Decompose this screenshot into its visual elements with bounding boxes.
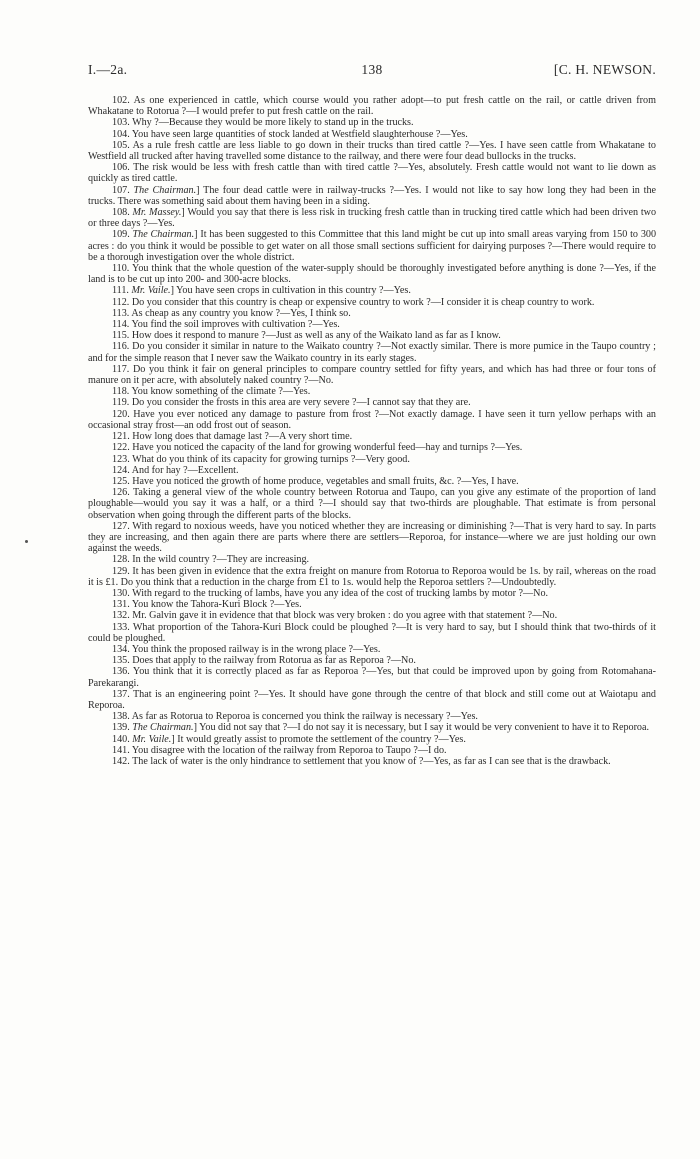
paragraph-text: 102. As one experienced in cattle, which course would you rather adopt—to put fresh cattle on the rail, or cattle driven from Whakatane to Rotorua ?—I would prefer to put fresh cattle on the rail. bbox=[88, 95, 656, 118]
testimony-paragraph bbox=[88, 386, 656, 397]
testimony-paragraph bbox=[88, 554, 656, 565]
paragraph-text: 137. That is an engineering point ?—Yes. It should have gone through the centre of that block and still come out at Waiotapu and Reporoa. bbox=[88, 688, 656, 711]
testimony-paragraph bbox=[88, 117, 656, 128]
paragraph-text: 111. bbox=[112, 285, 132, 297]
testimony-paragraph bbox=[88, 263, 656, 285]
testimony-paragraph bbox=[88, 285, 656, 296]
paragraph-text: 121. How long does that damage last ?—A very short time. bbox=[112, 431, 353, 443]
testimony-paragraph bbox=[88, 465, 656, 476]
paragraph-text: 116. Do you consider it similar in nature to the Waikato country ?—Not exactly similar. There is more pumice in the Taupo country ; and for the simple reason that I never saw the Waikato country in its early stages. bbox=[88, 341, 656, 364]
page-mark bbox=[25, 540, 28, 543]
testimony-paragraph bbox=[88, 364, 656, 386]
paragraph-text: 120. Have you ever noticed any damage to pasture from frost ?—Not exactly damage. I have seen it turn yellow perhaps with an occasional stray frost—an odd frost out of season. bbox=[88, 408, 656, 431]
paragraph-text: 126. Taking a general view of the whole country between Rotorua and Taupo, can you give any estimate of the proportion of land ploughable—would you say it was a half, or a third ?—I should say that two-thirds are ploughable. That estimate is from personal observation when going through the different parts of the blocks. bbox=[88, 487, 656, 521]
speaker-name: Mr. Vaile. bbox=[132, 733, 172, 745]
testimony-paragraph bbox=[88, 129, 656, 140]
testimony-paragraph bbox=[88, 487, 656, 521]
paragraph-text-continued: ] The four dead cattle were in railway-trucks ?—Yes. I would not like to say how long they had been in the trucks. There was something said about them having been in a siding. bbox=[88, 184, 657, 207]
paper-reference: I.—2a. bbox=[88, 62, 128, 77]
witness-name: [C. H. NEWSON. bbox=[553, 62, 656, 77]
testimony-paragraph bbox=[88, 185, 656, 207]
paragraph-text: 124. And for hay ?—Excellent. bbox=[112, 464, 239, 476]
testimony-paragraph bbox=[88, 308, 656, 319]
paragraph-text: 118. You know something of the climate ?—Yes. bbox=[112, 386, 311, 398]
paragraph-text: 123. What do you think of its capacity for growing turnips ?—Very good. bbox=[112, 453, 410, 465]
testimony-paragraph bbox=[88, 397, 656, 408]
paragraph-text: 103. Why ?—Because they would be more likely to stand up in the trucks. bbox=[112, 117, 414, 129]
paragraph-text: 104. You have seen large quantities of stock landed at Westfield slaughterhouse ?—Yes. bbox=[112, 128, 468, 140]
testimony-body bbox=[88, 95, 656, 767]
paragraph-text: 132. Mr. Galvin gave it in evidence that that block was very broken : do you agree with that statement ?—No. bbox=[112, 610, 558, 622]
paragraph-text: 108. bbox=[112, 207, 133, 219]
speaker-name: Mr. Vaile. bbox=[131, 285, 171, 297]
testimony-paragraph bbox=[88, 454, 656, 465]
paragraph-text-continued: ] You did not say that ?—I do not say it is necessary, but I say it would be very convenient to have it to Reporoa. bbox=[193, 722, 650, 734]
testimony-paragraph bbox=[88, 476, 656, 487]
testimony-paragraph bbox=[88, 711, 656, 722]
testimony-paragraph bbox=[88, 756, 656, 767]
paragraph-text: 128. In the wild country ?—They are increasing. bbox=[112, 554, 310, 566]
paragraph-text: 133. What proportion of the Tahora-Kuri Block could be ploughed ?—It is very hard to say, but I should think that two-thirds of it could be ploughed. bbox=[88, 621, 656, 644]
paragraph-text: 114. You find the soil improves with cultivation ?—Yes. bbox=[112, 319, 340, 331]
paragraph-text: 139. bbox=[112, 722, 133, 734]
testimony-paragraph bbox=[88, 341, 656, 363]
paragraph-text: 106. The risk would be less with fresh cattle than with tired cattle ?—Yes, absolutely. Fresh cattle would not want to lie down as quickly as tired cattle. bbox=[88, 162, 656, 185]
paragraph-text: 138. As far as Rotorua to Reporoa is concerned you think the railway is necessary ?—Yes. bbox=[112, 711, 478, 723]
paragraph-text: 112. Do you consider that this country is cheap or expensive country to work ?—I consider it is cheap country to work. bbox=[112, 296, 595, 308]
page-number: 138 bbox=[361, 62, 383, 77]
paragraph-text-continued: ] It has been suggested to this Committee that this land might be cut up into small areas varying from 150 to 300 acres : do you think it would be possible to get water on all those small sections sufficient for dairying purposes ?—There would require to be a thorough investigation over the whole district. bbox=[88, 229, 657, 263]
paragraph-text: 134. You think the proposed railway is in the wrong place ?—Yes. bbox=[112, 643, 381, 655]
testimony-paragraph bbox=[88, 644, 656, 655]
speaker-name: The Chairman. bbox=[132, 722, 194, 734]
testimony-paragraph bbox=[88, 442, 656, 453]
paragraph-text: 125. Have you noticed the growth of home produce, vegetables and small fruits, &c. ?—Yes, I have. bbox=[112, 475, 519, 487]
paragraph-text: 110. You think that the whole question of the water-supply should be thoroughly investigated before anything is done ?—Yes, if the land is to be cut up into 200- and 300-acre blocks. bbox=[88, 263, 656, 286]
paragraph-text-continued: ] You have seen crops in cultivation in this country ?—Yes. bbox=[170, 285, 411, 297]
paragraph-text: 113. As cheap as any country you know ?—Yes, I think so. bbox=[112, 307, 351, 319]
testimony-paragraph bbox=[88, 319, 656, 330]
paragraph-text-continued: ] It would greatly assist to promote the settlement of the country ?—Yes. bbox=[171, 733, 466, 745]
testimony-paragraph bbox=[88, 599, 656, 610]
testimony-paragraph bbox=[88, 95, 656, 117]
testimony-paragraph bbox=[88, 521, 656, 555]
testimony-paragraph bbox=[88, 622, 656, 644]
testimony-paragraph bbox=[88, 734, 656, 745]
paragraph-text: 127. With regard to noxious weeds, have you noticed whether they are increasing or diminishing ?—That is very hard to say. In parts they are increasing, and then again there are parts where there are settlers—Reporoa, for instance—where we are just holding our own against the weeds. bbox=[88, 520, 656, 555]
page-header bbox=[88, 62, 656, 82]
paragraph-text: 105. As a rule fresh cattle are less liable to go down in their trucks than tired cattle ?—Yes. I have seen cattle from Whakatane to Westfield all trucked after having travelled some distance to the railway, and there were four dead bullocks in the trucks. bbox=[88, 139, 656, 163]
testimony-paragraph bbox=[88, 722, 656, 733]
testimony-paragraph bbox=[88, 588, 656, 599]
testimony-paragraph bbox=[88, 330, 656, 341]
testimony-paragraph bbox=[88, 655, 656, 666]
testimony-paragraph bbox=[88, 409, 656, 431]
testimony-paragraph bbox=[88, 689, 656, 711]
paragraph-text: 140. bbox=[112, 733, 133, 745]
paragraph-text: 109. bbox=[112, 229, 133, 241]
paragraph-text: 130. With regard to the trucking of lambs, have you any idea of the cost of trucking lambs by motor ?—No. bbox=[112, 587, 549, 599]
paragraph-text: 142. The lack of water is the only hindrance to settlement that you know of ?—Yes, as far as I can see that is the drawback. bbox=[112, 755, 611, 767]
paragraph-text: 135. Does that apply to the railway from Rotorua as far as Reporoa ?—No. bbox=[112, 655, 416, 667]
testimony-paragraph bbox=[88, 745, 656, 756]
paragraph-text: 122. Have you noticed the capacity of the land for growing wonderful feed—hay and turnips ?—Yes. bbox=[112, 442, 523, 454]
paragraph-text: 107. bbox=[112, 184, 134, 196]
paragraph-text: 119. Do you consider the frosts in this area are very severe ?—I cannot say that they are. bbox=[112, 397, 471, 409]
paragraph-text-continued: ] Would you say that there is less risk in trucking fresh cattle than in trucking tired cattle which had been driven two or three days ?—Yes. bbox=[88, 207, 657, 230]
paragraph-text: 117. Do you think it fair on general principles to compare country settled for fifty years, and which has had three or four tons of manure on it per acre, with absolutely naked country ?—No. bbox=[88, 363, 656, 387]
speaker-name: The Chairman. bbox=[133, 184, 197, 196]
testimony-paragraph bbox=[88, 610, 656, 621]
paragraph-text: 131. You know the Tahora-Kuri Block ?—Yes. bbox=[112, 599, 302, 611]
testimony-paragraph bbox=[88, 666, 656, 688]
paragraph-text: 129. It has been given in evidence that the extra freight on manure from Rotorua to Reporoa would be 1s. by rail, whereas on the road it is £1. Do you think that a reduction in the charge from £1 to 1s. would help the Reporoa settlers ?—Undoubtedly. bbox=[88, 565, 656, 588]
testimony-paragraph bbox=[88, 140, 656, 162]
testimony-paragraph bbox=[88, 162, 656, 184]
speaker-name: The Chairman. bbox=[132, 229, 195, 241]
testimony-paragraph bbox=[88, 431, 656, 442]
paragraph-text: 141. You disagree with the location of the railway from Reporoa to Taupo ?—I do. bbox=[112, 744, 447, 756]
paragraph-text: 136. You think that it is correctly placed as far as Reporoa ?—Yes, but that could be improved upon by going from Rotomahana-Parekarangi. bbox=[88, 666, 656, 689]
testimony-paragraph bbox=[88, 207, 656, 229]
testimony-paragraph bbox=[88, 297, 656, 308]
paragraph-text: 115. How does it respond to manure ?—Just as well as any of the Waikato land as far as I know. bbox=[112, 330, 501, 342]
testimony-paragraph bbox=[88, 229, 656, 263]
speaker-name: Mr. Massey. bbox=[132, 207, 182, 219]
testimony-paragraph bbox=[88, 566, 656, 588]
